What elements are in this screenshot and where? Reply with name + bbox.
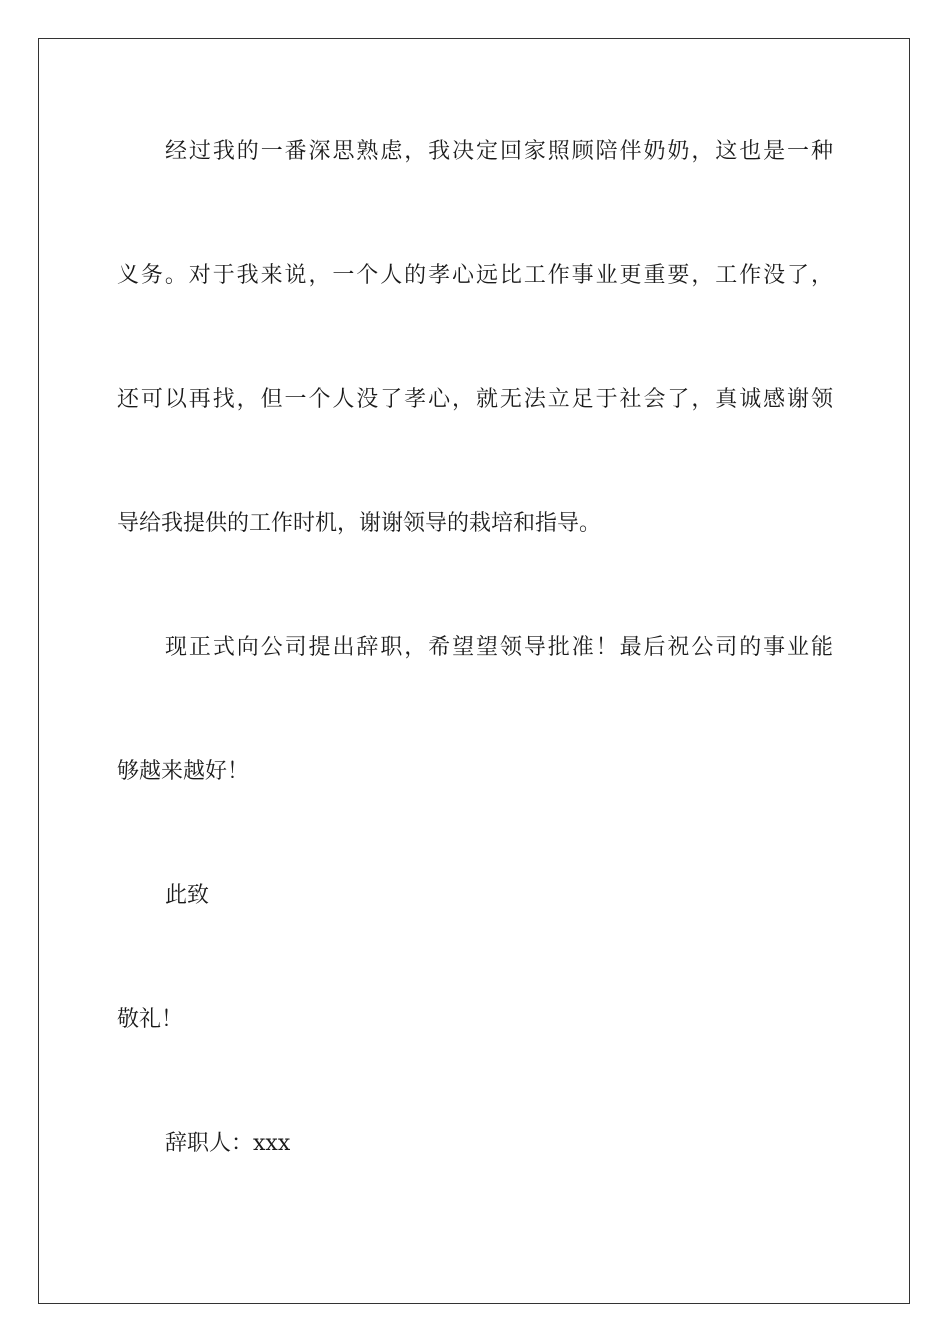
- paragraph-1-line-1: 经过我的一番深思熟虑，我决定回家照顾陪伴奶奶，这也是一种: [165, 139, 833, 164]
- signature: 辞职人：xxx: [165, 1131, 291, 1156]
- paragraph-1-line-4: 导给我提供的工作时机，谢谢领导的栽培和指导。: [117, 511, 602, 536]
- paragraph-1-line-2: 义务。对于我来说，一个人的孝心远比工作事业更重要，工作没了，: [117, 263, 833, 288]
- page-border: [38, 38, 910, 1304]
- closing-salutation: 此致: [165, 883, 210, 908]
- paragraph-1-line-3: 还可以再找，但一个人没了孝心，就无法立足于社会了，真诚感谢领: [117, 387, 833, 412]
- paragraph-2-line-2: 够越来越好！: [117, 759, 250, 784]
- paragraph-2-line-1: 现正式向公司提出辞职，希望望领导批准！最后祝公司的事业能: [165, 635, 833, 660]
- closing-regards: 敬礼！: [117, 1007, 184, 1032]
